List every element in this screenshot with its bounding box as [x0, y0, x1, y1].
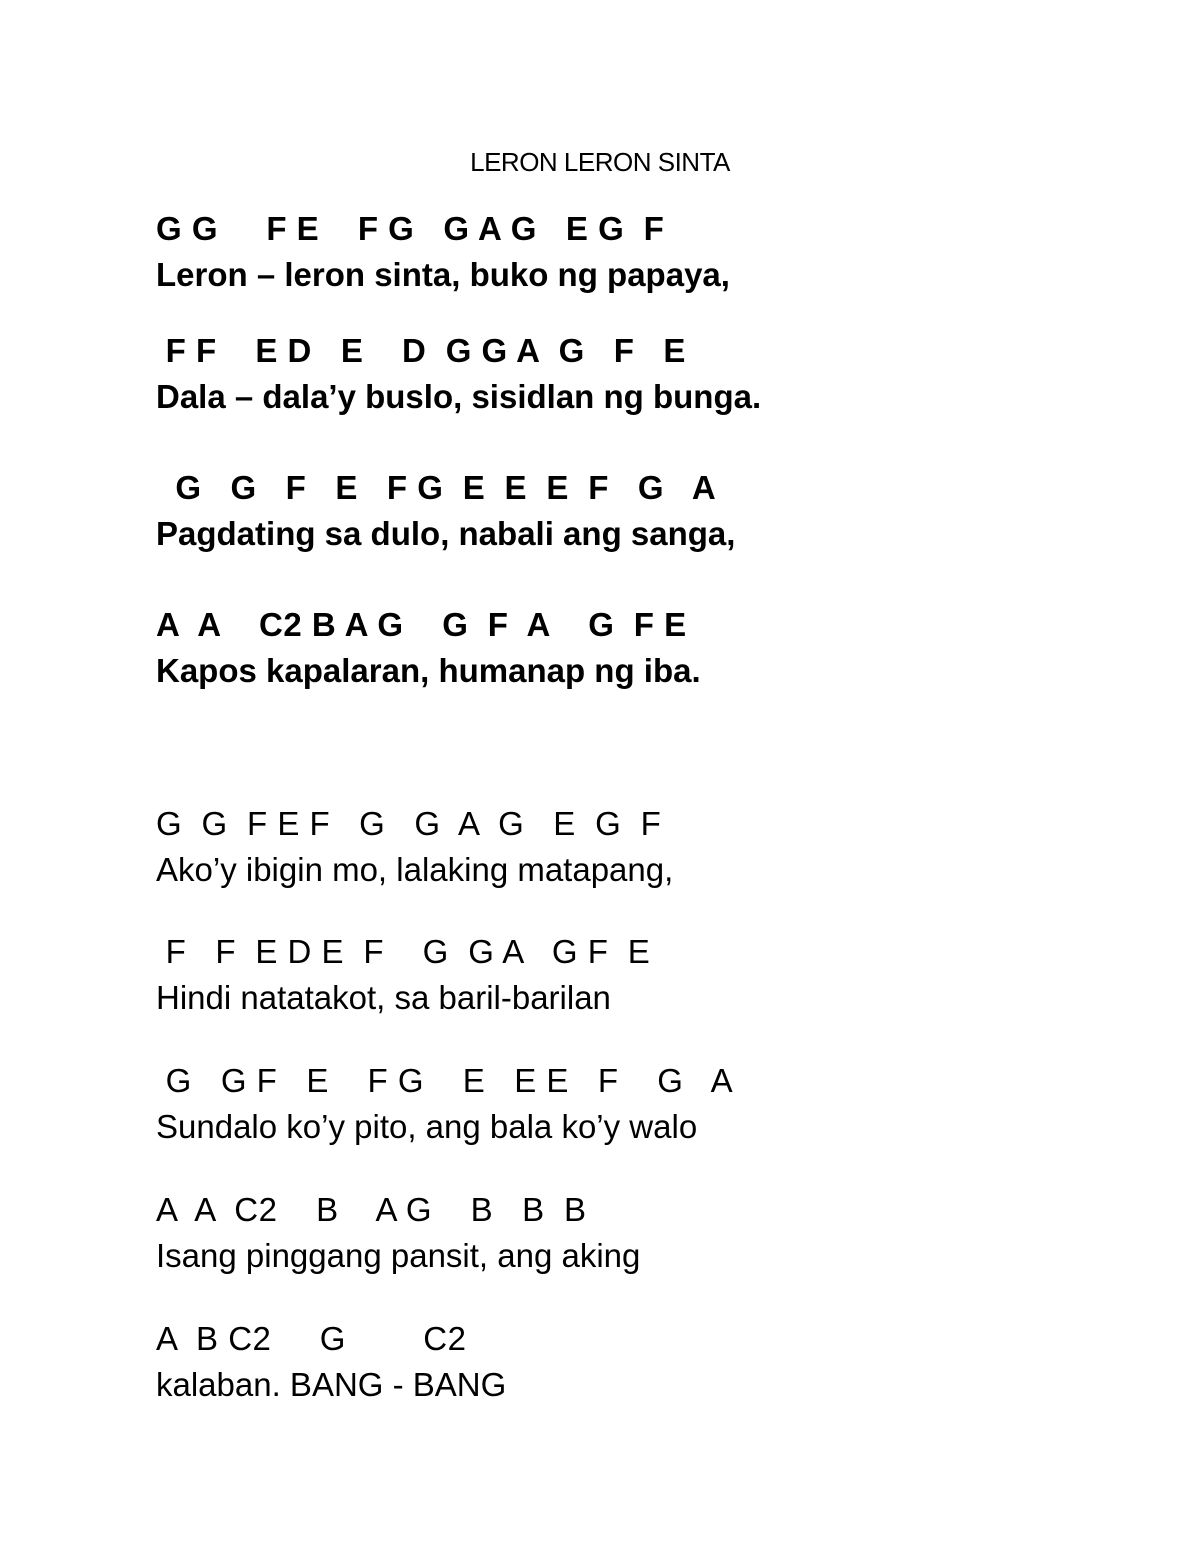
note-line: F F E D E F G G A G F E	[156, 933, 651, 970]
note-line: A A C2 B A G B B B	[156, 1191, 587, 1228]
stanza-9	[156, 1316, 1156, 1408]
lyric-line: Pagdating sa dulo, nabali ang sanga,	[156, 515, 736, 552]
note-line: G G F E F G G A G E G F	[156, 805, 662, 842]
stanza-1	[156, 206, 1156, 298]
stanza-2	[156, 328, 1156, 420]
note-line: G G F E F G E E E F G A	[156, 1062, 734, 1099]
stanza-7	[156, 1058, 1156, 1150]
note-line: G G F E F G G A G E G F	[156, 210, 665, 247]
stanza-3	[156, 465, 1156, 557]
stanza-8	[156, 1187, 1156, 1279]
stanza-5	[156, 801, 1156, 893]
lyric-line: Kapos kapalaran, humanap ng iba.	[156, 652, 701, 689]
stanza-4	[156, 602, 1156, 694]
stanza-6	[156, 929, 1156, 1021]
note-line: A B C2 G C2	[156, 1320, 467, 1357]
lyric-line: Dala – dala’y buslo, sisidlan ng bunga.	[156, 378, 762, 415]
lyric-line: Ako’y ibigin mo, lalaking matapang,	[156, 851, 674, 888]
lyric-line: Hindi natatakot, sa baril-barilan	[156, 979, 611, 1016]
note-line: F F E D E D G G A G F E	[156, 332, 686, 369]
note-line: G G F E F G E E E F G A	[156, 469, 717, 506]
song-title: LERON LERON SINTA	[470, 147, 730, 177]
lyric-line: Sundalo ko’y pito, ang bala ko’y walo	[156, 1108, 698, 1145]
note-line: A A C2 B A G G F A G F E	[156, 606, 687, 643]
lyric-line: Isang pinggang pansit, ang aking	[156, 1237, 641, 1274]
lyric-line: Leron – leron sinta, buko ng papaya,	[156, 256, 730, 293]
lyric-line: kalaban. BANG - BANG	[156, 1366, 507, 1403]
